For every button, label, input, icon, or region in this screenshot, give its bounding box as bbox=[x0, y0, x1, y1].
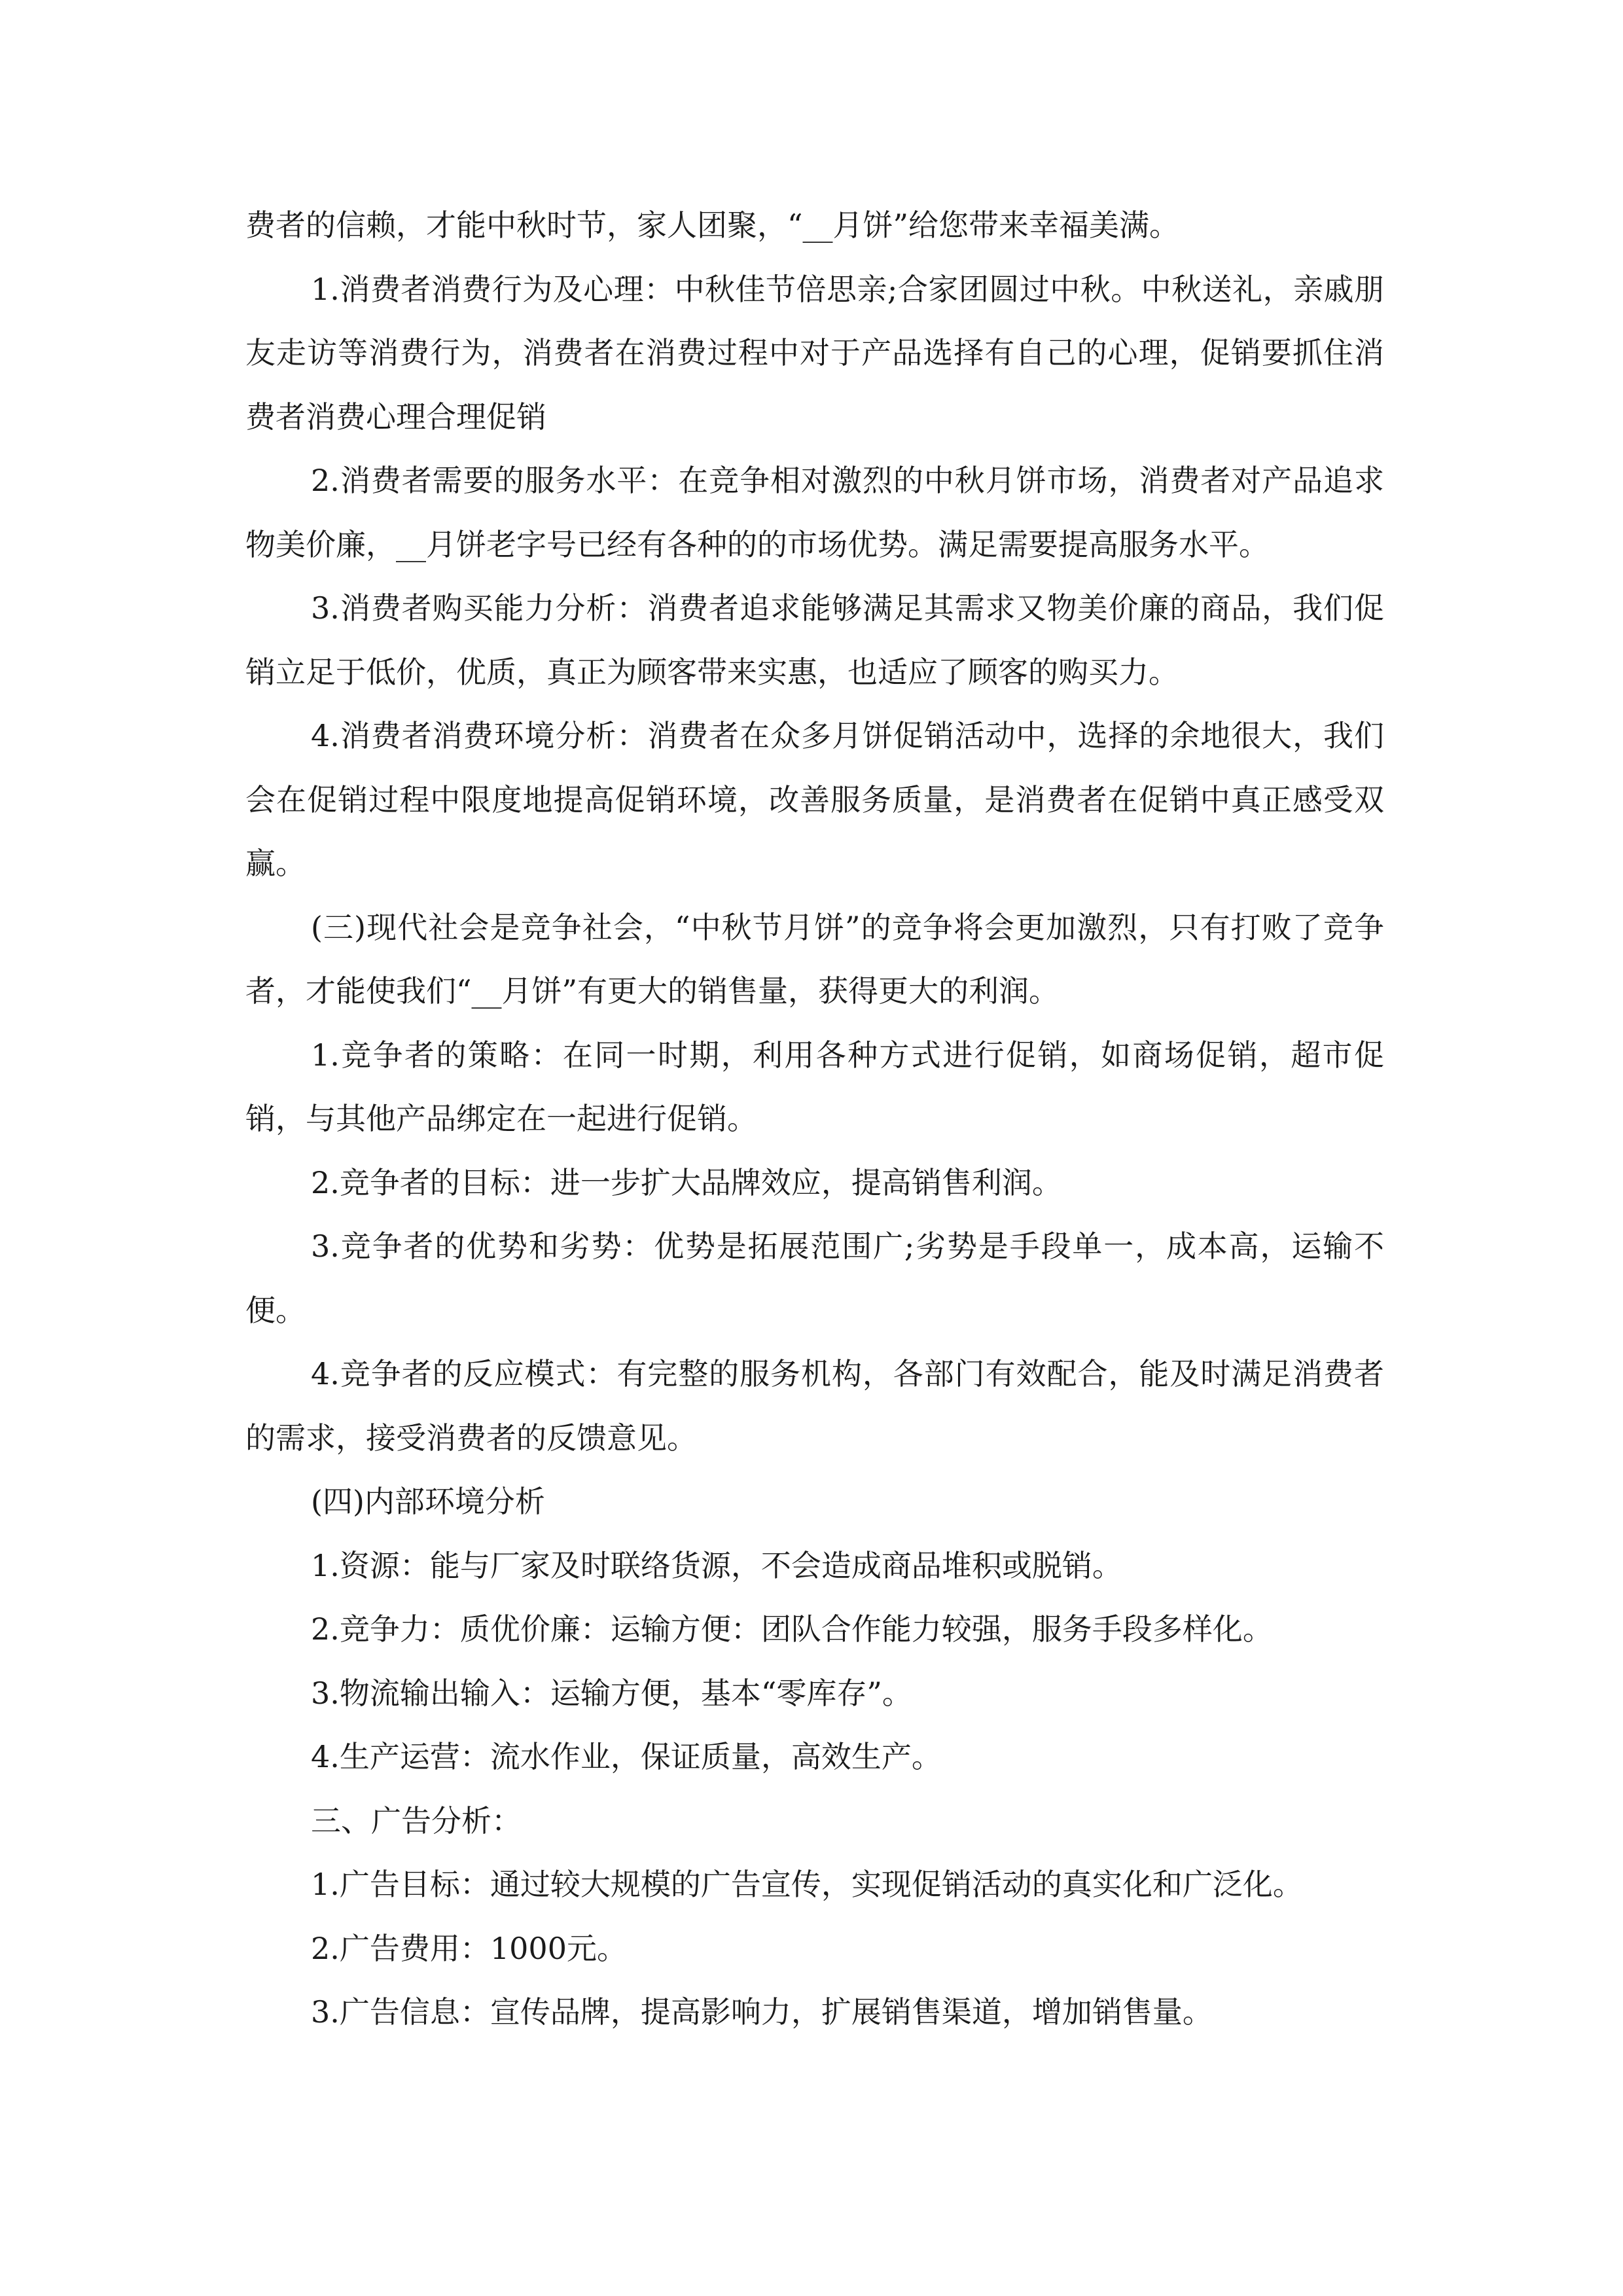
document-body bbox=[245, 194, 1384, 2045]
paragraph: 3.物流输出输入：运输方便，基本“零库存”。 bbox=[311, 1675, 912, 1711]
paragraph: 1.广告目标：通过较大规模的广告宣传，实现促销活动的真实化和广泛化。 bbox=[311, 1867, 1303, 1902]
paragraph: 4.竞争者的反应模式：有完整的服务机构，各部门有效配合，能及时满足消费者的需求，接受消费者的反馈意见。 bbox=[245, 1356, 1384, 1456]
paragraph: 2.竞争力：质优价廉：运输方便：团队合作能力较强，服务手段多样化。 bbox=[311, 1611, 1273, 1647]
paragraph: 1.竞争者的策略：在同一时期，利用各种方式进行促销，如商场促销，超市促销，与其他产品绑定在一起进行促销。 bbox=[245, 1037, 1384, 1136]
paragraph: 1.资源：能与厂家及时联络货源，不会造成商品堆积或脱销。 bbox=[311, 1547, 1122, 1583]
paragraph: 3.竞争者的优势和劣势：优势是拓展范围广;劣势是手段单一，成本高，运输不便。 bbox=[245, 1229, 1384, 1328]
section-heading: (四)内部环境分析 bbox=[311, 1484, 545, 1519]
paragraph: 1.消费者消费行为及心理：中秋佳节倍思亲;合家团圆过中秋。中秋送礼，亲戚朋友走访等消费行为，消费者在消费过程中对于产品选择有自己的心理，促销要抓住消费者消费心理合理促销 bbox=[245, 271, 1384, 435]
paragraph: 3.消费者购买能力分析：消费者追求能够满足其需求又物美价廉的商品，我们促销立足于低价，优质，真正为顾客带来实惠，也适应了顾客的购买力。 bbox=[245, 590, 1384, 690]
section-heading-paragraph: (三)现代社会是竞争社会，“中秋节月饼”的竞争将会更加激烈，只有打败了竞争者，才能使我们“__月饼”有更大的销售量，获得更大的利润。 bbox=[245, 909, 1384, 1009]
paragraph: 2.消费者需要的服务水平：在竞争相对激烈的中秋月饼市场，消费者对产品追求物美价廉，__月饼老字号已经有各种的的市场优势。满足需要提高服务水平。 bbox=[245, 463, 1384, 562]
paragraph: 费者的信赖，才能中秋时节，家人团聚，“__月饼”给您带来幸福美满。 bbox=[245, 207, 1180, 243]
section-heading: 三、广告分析： bbox=[311, 1803, 522, 1839]
paragraph: 4.消费者消费环境分析：消费者在众多月饼促销活动中，选择的余地很大，我们会在促销过程中限度地提高促销环境，改善服务质量，是消费者在促销中真正感受双赢。 bbox=[245, 718, 1384, 881]
paragraph: 2.竞争者的目标：进一步扩大品牌效应，提高销售利润。 bbox=[311, 1164, 1062, 1200]
paragraph: 4.生产运营：流水作业，保证质量，高效生产。 bbox=[311, 1739, 942, 1774]
paragraph: 3.广告信息：宣传品牌，提高影响力，扩展销售渠道，增加销售量。 bbox=[311, 1994, 1213, 2030]
paragraph: 2.广告费用：1000元。 bbox=[311, 1930, 627, 1966]
